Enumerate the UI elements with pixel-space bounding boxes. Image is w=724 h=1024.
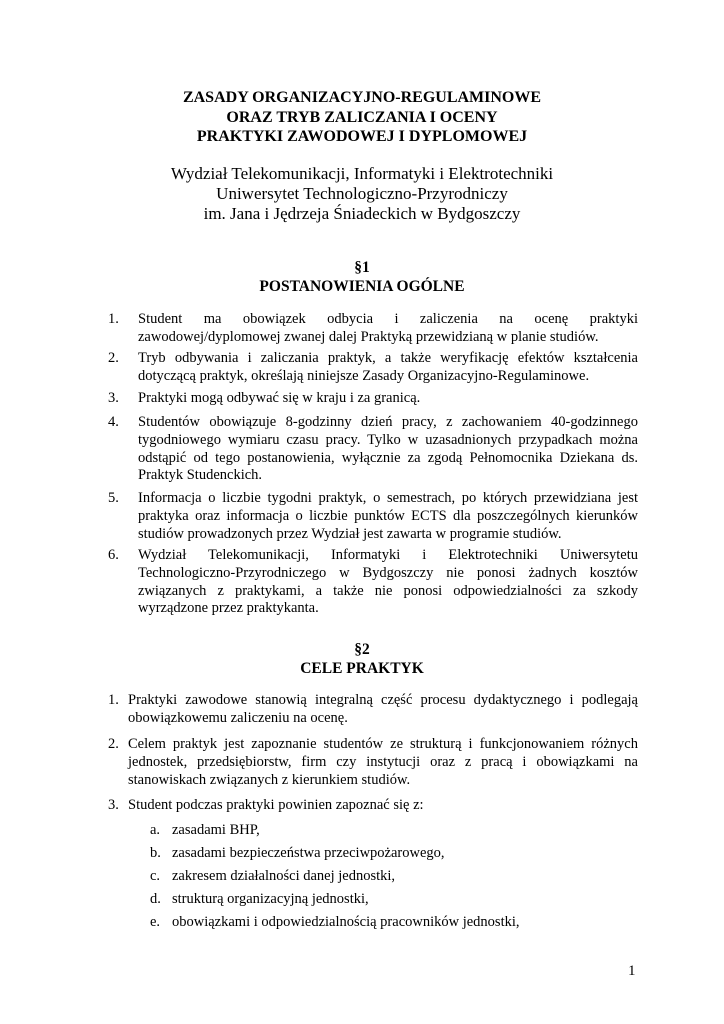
sub-list-item bbox=[150, 868, 396, 886]
sub-item-text: zakresem działalności danej jednostki, bbox=[172, 868, 396, 884]
list-item bbox=[108, 414, 638, 485]
item-number: 1. bbox=[108, 311, 119, 327]
item-number: 4. bbox=[108, 414, 119, 430]
item-number: 6. bbox=[108, 547, 119, 563]
list-item bbox=[108, 490, 638, 543]
list-item bbox=[108, 311, 638, 347]
item-number: 3. bbox=[108, 797, 119, 813]
sub-item-letter: d. bbox=[150, 891, 161, 907]
section-1-heading: POSTANOWIENIA OGÓLNE bbox=[259, 278, 465, 295]
item-text: Celem praktyk jest zapoznanie studentów ze strukturą i funkcjonowaniem różnych jednostek, przedsiębiorstw, firm czy instytucji oraz z pracą i obowiązkami na stanowiskach związanych z kierunkiem studiów. bbox=[128, 736, 638, 788]
item-text: Studentów obowiązuje 8-godzinny dzień pracy, z zachowaniem 40-godzinnego tygodniowego wymiaru czasu pracy. Tylko w uzasadnionych przypadkach można odstąpić od tego postanowienia, wyłącznie za zgodą Pełnomocnika Dziekana ds. Praktyk Studenckich. bbox=[138, 414, 638, 484]
section-1-number: §1 bbox=[354, 259, 370, 276]
item-text: Informacja o liczbie tygodni praktyk, o semestrach, po których przewidziana jest praktyka oraz informacja o liczbie punktów ECTS dla poszczególnych kierunków studiów prowadzonych przez Wydział jest zawarta w programie studiów. bbox=[138, 490, 638, 542]
list-item bbox=[108, 547, 638, 618]
section-2-heading: CELE PRAKTYK bbox=[300, 660, 424, 677]
sub-item-letter: c. bbox=[150, 868, 161, 884]
item-number: 5. bbox=[108, 490, 119, 506]
item-number: 2. bbox=[108, 350, 119, 366]
university-name: Uniwersytet Technologiczno-Przyrodniczy bbox=[216, 184, 508, 203]
item-text: Student podczas praktyki powinien zapoznać się z: bbox=[128, 797, 424, 813]
document-title-line-1: ZASADY ORGANIZACYJNO-REGULAMINOWE bbox=[182, 89, 542, 106]
sub-item-letter: a. bbox=[150, 822, 161, 838]
sub-item-text: zasadami BHP, bbox=[172, 822, 260, 838]
item-text: Wydział Telekomunikacji, Informatyki i Elektrotechniki Uniwersytetu Technologiczno-Przyrodniczego w Bydgoszczy nie ponosi żadnych kosztów związanych z praktykami, a także nie ponosi odpowiedzialności za szkody wyrządzone przez praktykanta. bbox=[138, 547, 638, 617]
item-number: 3. bbox=[108, 390, 119, 406]
item-text: Student ma obowiązek odbycia i zaliczenia na ocenę praktyki zawodowej/dyplomowej zwanej dalej Praktyką przewidzianą w planie studiów. bbox=[138, 311, 638, 345]
faculty-name: Wydział Telekomunikacji, Informatyki i Elektrotechniki bbox=[170, 164, 554, 183]
item-text: Praktyki zawodowe stanowią integralną część procesu dydaktycznego i podlegają obowiązkowemu zaliczeniu na ocenę. bbox=[128, 692, 638, 726]
list-item bbox=[108, 797, 638, 815]
section-2-number: §2 bbox=[354, 641, 370, 658]
sub-item-letter: b. bbox=[150, 845, 161, 861]
list-item bbox=[108, 390, 638, 408]
list-item bbox=[108, 350, 638, 386]
sub-list-item bbox=[150, 891, 369, 909]
document-title-line-3: PRAKTYKI ZAWODOWEJ I DYPLOMOWEJ bbox=[196, 128, 528, 145]
page-number: 1 bbox=[628, 963, 636, 979]
sub-item-text: strukturą organizacyjną jednostki, bbox=[172, 891, 369, 907]
sub-item-letter: e. bbox=[150, 914, 161, 930]
item-text: Praktyki mogą odbywać się w kraju i za granicą. bbox=[138, 390, 421, 406]
university-patron: im. Jana i Jędrzeja Śniadeckich w Bydgoszczy bbox=[203, 204, 521, 223]
item-number: 2. bbox=[108, 736, 119, 752]
sub-list-item bbox=[150, 914, 520, 932]
sub-item-text: zasadami bezpieczeństwa przeciwpożarowego, bbox=[172, 845, 445, 861]
item-text: Tryb odbywania i zaliczania praktyk, a także weryfikację efektów kształcenia dotyczącą praktyk, określają niniejsze Zasady Organizacyjno-Regulaminowe. bbox=[138, 350, 638, 384]
sub-item-text: obowiązkami i odpowiedzialnością pracowników jednostki, bbox=[172, 914, 520, 930]
list-item bbox=[108, 736, 638, 789]
sub-list-item bbox=[150, 845, 445, 863]
item-number: 1. bbox=[108, 692, 119, 708]
sub-list-item bbox=[150, 822, 260, 840]
list-item bbox=[108, 692, 638, 728]
document-title-line-2: ORAZ TRYB ZALICZANIA I OCENY bbox=[226, 109, 498, 126]
